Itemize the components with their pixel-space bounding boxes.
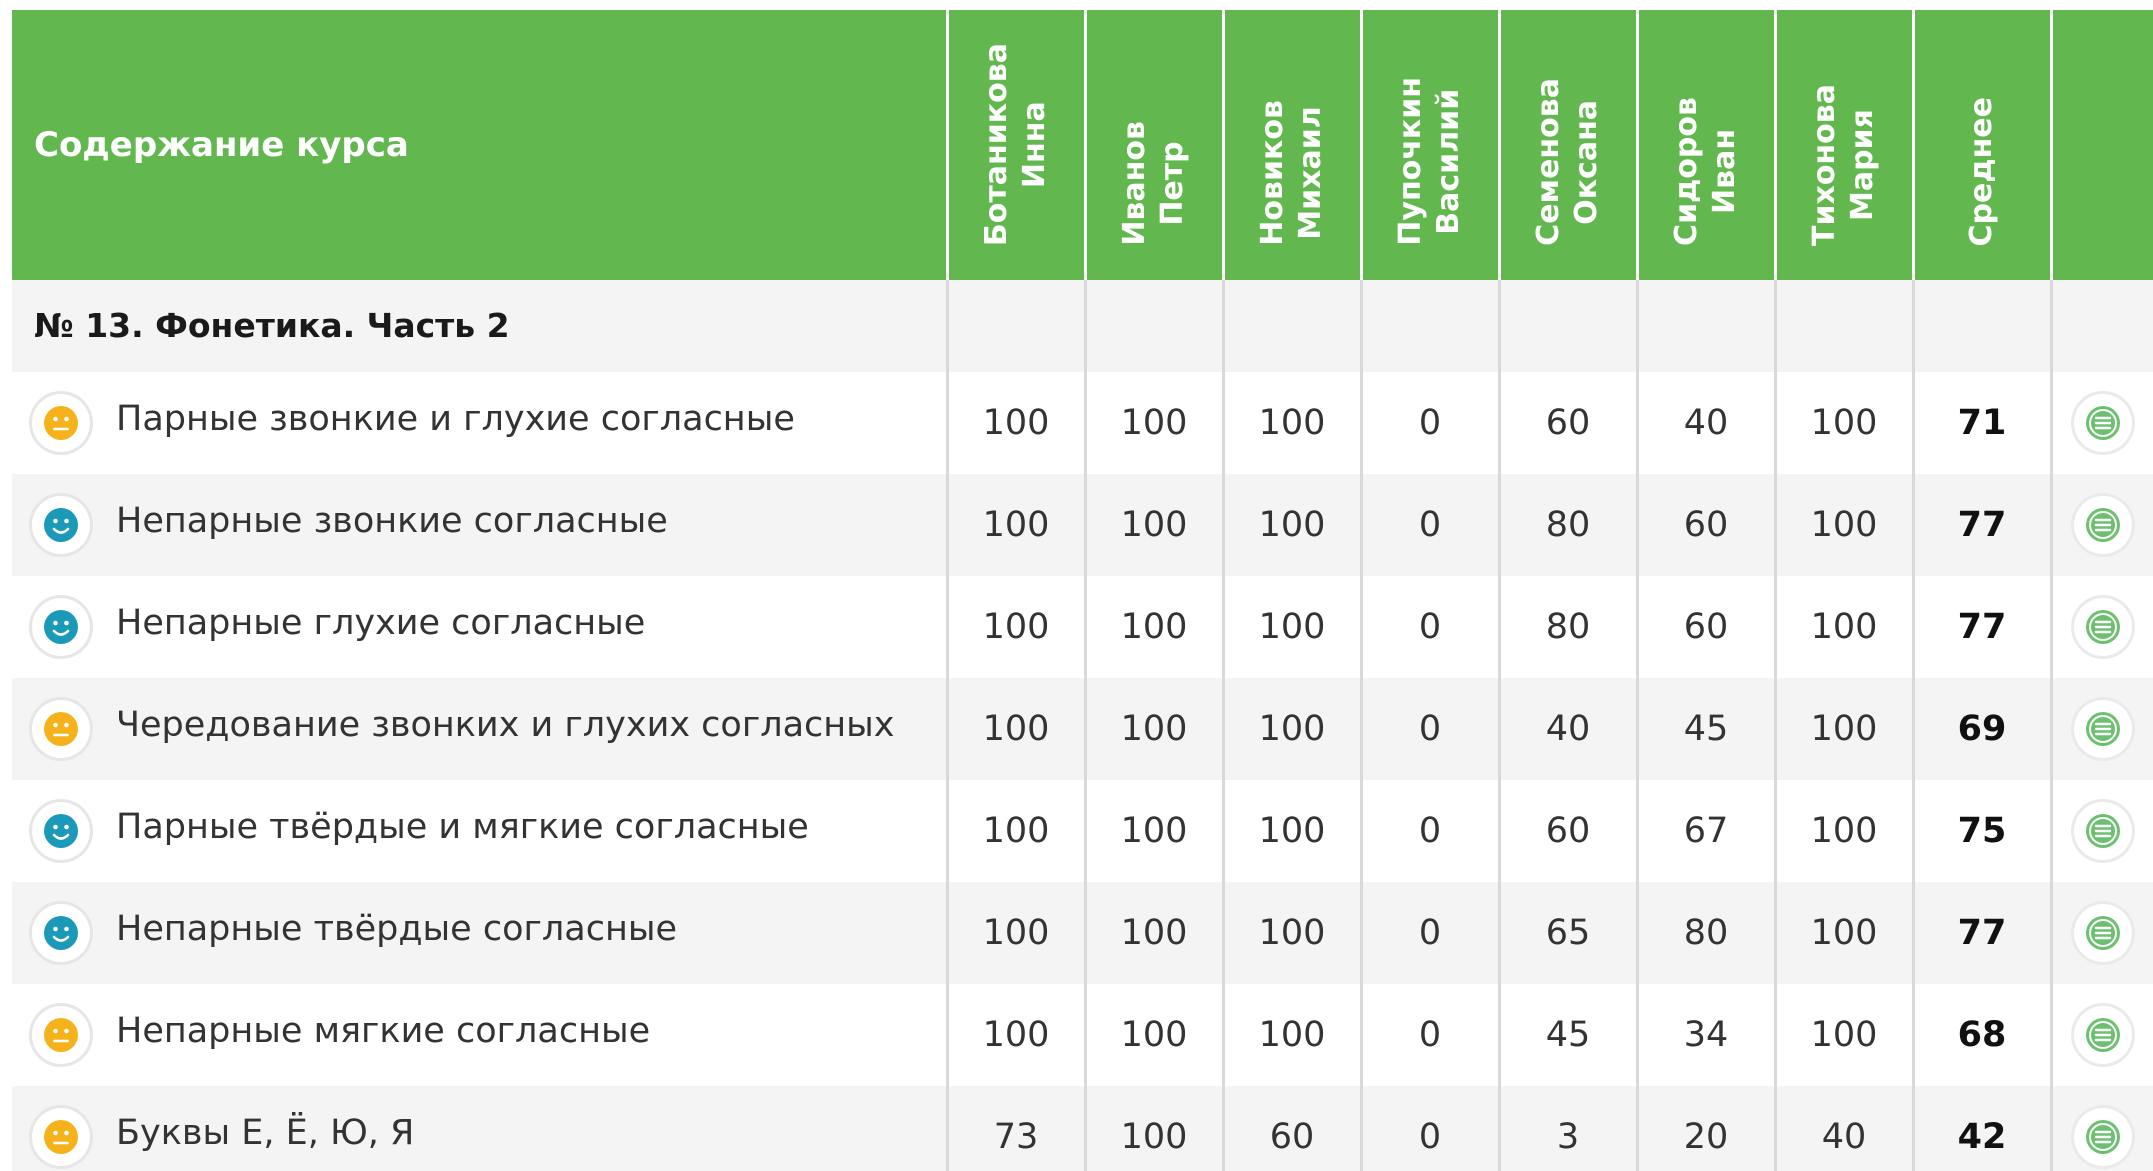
score-cell: 100 bbox=[1085, 780, 1223, 882]
score-cell: 20 bbox=[1637, 1086, 1775, 1171]
header-student-2-label: Иванов Петр bbox=[1117, 121, 1190, 246]
actions-cell bbox=[2051, 678, 2153, 780]
topic-label[interactable]: Непарные мягкие согласные bbox=[116, 1011, 651, 1051]
score-cell: 100 bbox=[1775, 984, 1913, 1086]
neutral-face-icon bbox=[32, 700, 90, 758]
details-list-icon[interactable] bbox=[2074, 802, 2132, 860]
neutral-face-icon bbox=[32, 394, 90, 452]
score-cell: 100 bbox=[947, 474, 1085, 576]
score-cell: 100 bbox=[1223, 984, 1361, 1086]
score-cell: 100 bbox=[1085, 372, 1223, 474]
topic-cell bbox=[12, 780, 947, 882]
score-cell: 100 bbox=[1775, 780, 1913, 882]
header-topic bbox=[12, 10, 947, 280]
score-cell: 80 bbox=[1637, 882, 1775, 984]
table-row bbox=[12, 372, 2153, 474]
topic-cell bbox=[12, 372, 947, 474]
smiley-face-icon bbox=[32, 802, 90, 860]
neutral-face-icon bbox=[32, 1006, 90, 1064]
topic-label[interactable]: Чередование звонких и глухих согласных bbox=[116, 705, 895, 745]
header-student-1[interactable] bbox=[947, 10, 1085, 280]
score-cell: 100 bbox=[1223, 372, 1361, 474]
results-table-container bbox=[12, 10, 2153, 1171]
score-cell: 60 bbox=[1223, 1086, 1361, 1171]
average-cell: 77 bbox=[1913, 474, 2051, 576]
topic-label[interactable]: Непарные звонкие согласные bbox=[116, 501, 668, 541]
score-cell: 0 bbox=[1361, 678, 1499, 780]
score-cell: 100 bbox=[947, 984, 1085, 1086]
average-cell: 71 bbox=[1913, 372, 2051, 474]
smiley-face-icon bbox=[32, 904, 90, 962]
topic-cell bbox=[12, 678, 947, 780]
smiley-face-icon bbox=[32, 598, 90, 656]
table-row bbox=[12, 780, 2153, 882]
details-list-icon[interactable] bbox=[2074, 904, 2132, 962]
score-cell: 60 bbox=[1637, 474, 1775, 576]
score-cell: 100 bbox=[1775, 882, 1913, 984]
score-cell: 100 bbox=[1085, 882, 1223, 984]
header-topic-label: Содержание курса bbox=[34, 125, 409, 165]
topic-label[interactable]: Буквы Е, Ё, Ю, Я bbox=[116, 1113, 415, 1153]
actions-cell bbox=[2051, 474, 2153, 576]
details-list-icon[interactable] bbox=[2074, 1006, 2132, 1064]
score-cell: 0 bbox=[1361, 576, 1499, 678]
score-cell: 80 bbox=[1499, 576, 1637, 678]
score-cell: 0 bbox=[1361, 780, 1499, 882]
score-cell: 73 bbox=[947, 1086, 1085, 1171]
header-student-5-label: Семенова Оксана bbox=[1531, 78, 1604, 246]
header-student-4[interactable] bbox=[1361, 10, 1499, 280]
score-cell: 100 bbox=[1775, 372, 1913, 474]
header-average-label: Среднее bbox=[1964, 96, 1999, 246]
score-cell: 60 bbox=[1499, 780, 1637, 882]
score-cell: 40 bbox=[1775, 1086, 1913, 1171]
section-title: № 13. Фонетика. Часть 2 bbox=[34, 306, 510, 345]
actions-cell bbox=[2051, 1086, 2153, 1171]
actions-cell bbox=[2051, 882, 2153, 984]
score-cell: 100 bbox=[1223, 474, 1361, 576]
topic-label[interactable]: Парные звонкие и глухие согласные bbox=[116, 399, 795, 439]
table-row bbox=[12, 474, 2153, 576]
score-cell: 60 bbox=[1637, 576, 1775, 678]
table-row bbox=[12, 678, 2153, 780]
table-row bbox=[12, 984, 2153, 1086]
score-cell: 67 bbox=[1637, 780, 1775, 882]
score-cell: 0 bbox=[1361, 372, 1499, 474]
topic-cell bbox=[12, 984, 947, 1086]
score-cell: 0 bbox=[1361, 882, 1499, 984]
score-cell: 100 bbox=[1085, 678, 1223, 780]
score-cell: 65 bbox=[1499, 882, 1637, 984]
score-cell: 100 bbox=[947, 678, 1085, 780]
topic-label[interactable]: Непарные твёрдые согласные bbox=[116, 909, 677, 949]
details-list-icon[interactable] bbox=[2074, 496, 2132, 554]
score-cell: 100 bbox=[1223, 780, 1361, 882]
score-cell: 3 bbox=[1499, 1086, 1637, 1171]
score-cell: 100 bbox=[947, 882, 1085, 984]
score-cell: 100 bbox=[1775, 678, 1913, 780]
section-title-cell bbox=[12, 280, 947, 372]
average-cell: 69 bbox=[1913, 678, 2051, 780]
score-cell: 45 bbox=[1637, 678, 1775, 780]
score-cell: 100 bbox=[1775, 474, 1913, 576]
smiley-face-icon bbox=[32, 496, 90, 554]
score-cell: 100 bbox=[1085, 984, 1223, 1086]
header-student-6-label: Сидоров Иван bbox=[1669, 97, 1742, 246]
score-cell: 100 bbox=[1085, 1086, 1223, 1171]
score-cell: 80 bbox=[1499, 474, 1637, 576]
average-cell: 77 bbox=[1913, 882, 2051, 984]
header-actions bbox=[2051, 10, 2153, 280]
score-cell: 0 bbox=[1361, 984, 1499, 1086]
header-student-7-label: Тихонова Мария bbox=[1807, 83, 1880, 246]
details-list-icon[interactable] bbox=[2074, 394, 2132, 452]
header-average[interactable] bbox=[1913, 10, 2051, 280]
average-cell: 77 bbox=[1913, 576, 2051, 678]
topic-cell bbox=[12, 1086, 947, 1171]
topic-cell bbox=[12, 474, 947, 576]
results-table bbox=[12, 10, 2153, 1171]
score-cell: 100 bbox=[1223, 678, 1361, 780]
score-cell: 100 bbox=[947, 576, 1085, 678]
table-row bbox=[12, 882, 2153, 984]
score-cell: 100 bbox=[947, 780, 1085, 882]
table-row bbox=[12, 1086, 2153, 1171]
score-cell: 40 bbox=[1499, 678, 1637, 780]
header-student-6[interactable] bbox=[1637, 10, 1775, 280]
score-cell: 100 bbox=[1085, 576, 1223, 678]
average-cell: 42 bbox=[1913, 1086, 2051, 1171]
neutral-face-icon bbox=[32, 1108, 90, 1166]
score-cell: 0 bbox=[1361, 1086, 1499, 1171]
details-list-icon[interactable] bbox=[2074, 700, 2132, 758]
header-student-3[interactable] bbox=[1223, 10, 1361, 280]
actions-cell bbox=[2051, 780, 2153, 882]
section-row bbox=[12, 280, 2153, 372]
table-row bbox=[12, 576, 2153, 678]
details-list-icon[interactable] bbox=[2074, 598, 2132, 656]
score-cell: 100 bbox=[1223, 882, 1361, 984]
topic-cell bbox=[12, 576, 947, 678]
score-cell: 100 bbox=[1775, 576, 1913, 678]
score-cell: 60 bbox=[1499, 372, 1637, 474]
score-cell: 45 bbox=[1499, 984, 1637, 1086]
score-cell: 100 bbox=[1223, 576, 1361, 678]
actions-cell bbox=[2051, 576, 2153, 678]
score-cell: 100 bbox=[1085, 474, 1223, 576]
header-row bbox=[12, 10, 2153, 280]
header-student-2[interactable] bbox=[1085, 10, 1223, 280]
topic-cell bbox=[12, 882, 947, 984]
score-cell: 100 bbox=[947, 372, 1085, 474]
header-student-1-label: Ботаникова Инна bbox=[979, 42, 1052, 246]
score-cell: 34 bbox=[1637, 984, 1775, 1086]
header-student-7[interactable] bbox=[1775, 10, 1913, 280]
topic-label[interactable]: Парные твёрдые и мягкие согласные bbox=[116, 807, 809, 847]
score-cell: 40 bbox=[1637, 372, 1775, 474]
details-list-icon[interactable] bbox=[2074, 1108, 2132, 1166]
topic-label[interactable]: Непарные глухие согласные bbox=[116, 603, 646, 643]
results-body bbox=[12, 280, 2153, 1171]
score-cell: 0 bbox=[1361, 474, 1499, 576]
header-student-4-label: Пупочкин Василий bbox=[1393, 77, 1466, 246]
actions-cell bbox=[2051, 372, 2153, 474]
header-student-5[interactable] bbox=[1499, 10, 1637, 280]
actions-cell bbox=[2051, 984, 2153, 1086]
average-cell: 68 bbox=[1913, 984, 2051, 1086]
header-student-3-label: Новиков Михаил bbox=[1255, 100, 1328, 246]
average-cell: 75 bbox=[1913, 780, 2051, 882]
